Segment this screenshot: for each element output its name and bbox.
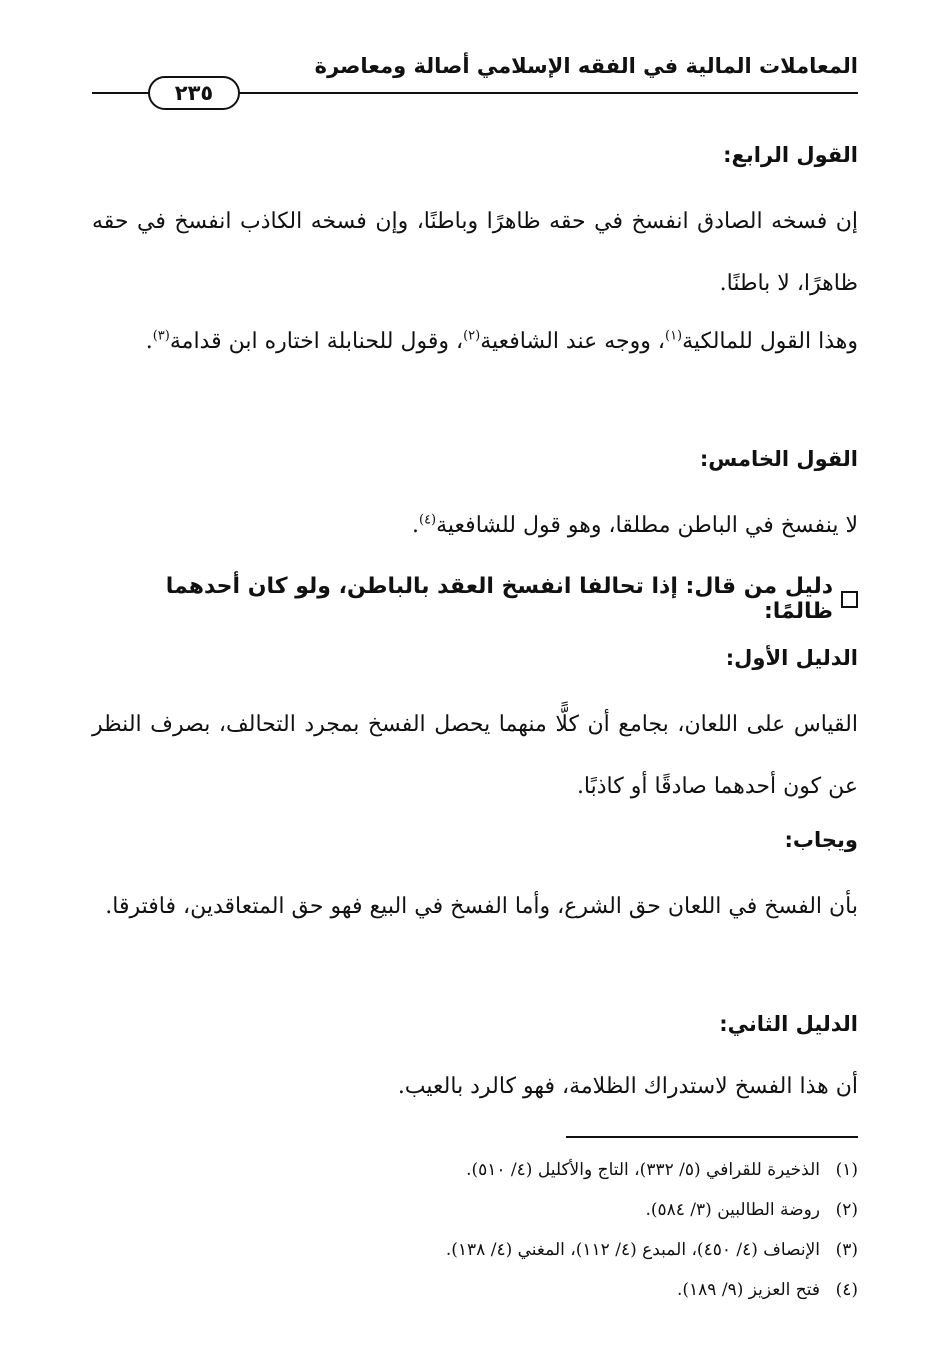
heading-fourth-opinion: القول الرابع:	[723, 143, 858, 167]
footnote-text: فتح العزيز (٩/ ١٨٩).	[677, 1280, 820, 1300]
footnote-3	[238, 1236, 858, 1264]
heading-reply: ويجاب:	[784, 828, 858, 852]
footnote-ref-4[interactable]: (٤)	[418, 512, 437, 528]
heading-fifth-opinion: القول الخامس:	[699, 447, 858, 471]
attribution-part-3: ، وقول للحنابلة اختاره ابن قدامة	[169, 329, 464, 354]
footnote-ref-1[interactable]: (١)	[664, 328, 683, 344]
fifth-opinion-end: .	[411, 513, 419, 538]
footnote-number: (٣)	[835, 1240, 858, 1260]
square-bullet-icon	[841, 591, 858, 608]
footnote-text: الإنصاف (٤/ ٤٥٠)، المبدع (٤/ ١١٢)، المغني (٤/ ١٣٨).	[445, 1240, 820, 1260]
footnote-separator	[566, 1136, 858, 1138]
footnote-ref-2[interactable]: (٢)	[463, 328, 481, 344]
paragraph-fifth-opinion	[412, 506, 858, 546]
paragraph-attribution	[92, 311, 858, 373]
footnote-number: (٢)	[835, 1200, 858, 1220]
attribution-part-2: ، ووجه عند الشافعية	[480, 329, 665, 354]
footnote-number: (١)	[835, 1160, 858, 1180]
paragraph-second-evidence: أن هذا الفسخ لاستدراك الظلامة، فهو كالرد بالعيب.	[397, 1074, 858, 1099]
evidence-section-heading	[92, 574, 858, 624]
footnote-number: (٤)	[835, 1280, 858, 1300]
fifth-opinion-text: لا ينفسخ في الباطن مطلقا، وهو قول للشافعية	[436, 513, 858, 538]
footnote-text: روضة الطالبين (٣/ ٥٨٤).	[645, 1200, 820, 1220]
footnote-ref-3[interactable]: (٣)	[152, 328, 170, 344]
running-head-title: المعاملات المالية في الفقه الإسلامي أصالة ومعاصرة	[314, 54, 858, 78]
page-number: ٢٣٥	[148, 76, 240, 110]
paragraph-fourth-opinion: إن فسخه الصادق انفسخ في حقه ظاهرًا وباطنًا، وإن فسخه الكاذب انفسخ في حقه ظاهرًا، لا باطنًا.	[92, 209, 858, 296]
paragraph-first-evidence: القياس على اللعان، بجامع أن كلًّا منهما يحصل الفسخ بمجرد التحالف، بصرف النظر عن كون أحدهما صادقًا أو كاذبًا.	[92, 712, 858, 799]
heading-first-evidence: الدليل الأول:	[725, 646, 858, 670]
footnote-text: الذخيرة للقرافي (٥/ ٣٣٢)، التاج والأكليل (٤/ ٥١٠).	[466, 1160, 820, 1180]
attribution-end: .	[145, 329, 153, 354]
attribution-part-1: وهذا القول للمالكية	[682, 329, 858, 354]
footnote-2	[238, 1196, 858, 1224]
footnote-1	[238, 1156, 858, 1184]
evidence-heading-text: دليل من قال: إذا تحالفا انفسخ العقد بالباطن، ولو كان أحدهما ظالمًا:	[165, 574, 833, 624]
heading-second-evidence: الدليل الثاني:	[719, 1012, 858, 1036]
paragraph-reply: بأن الفسخ في اللعان حق الشرع، وأما الفسخ في البيع فهو حق المتعاقدين، فافترقا.	[105, 894, 858, 919]
footnote-4	[238, 1276, 858, 1304]
